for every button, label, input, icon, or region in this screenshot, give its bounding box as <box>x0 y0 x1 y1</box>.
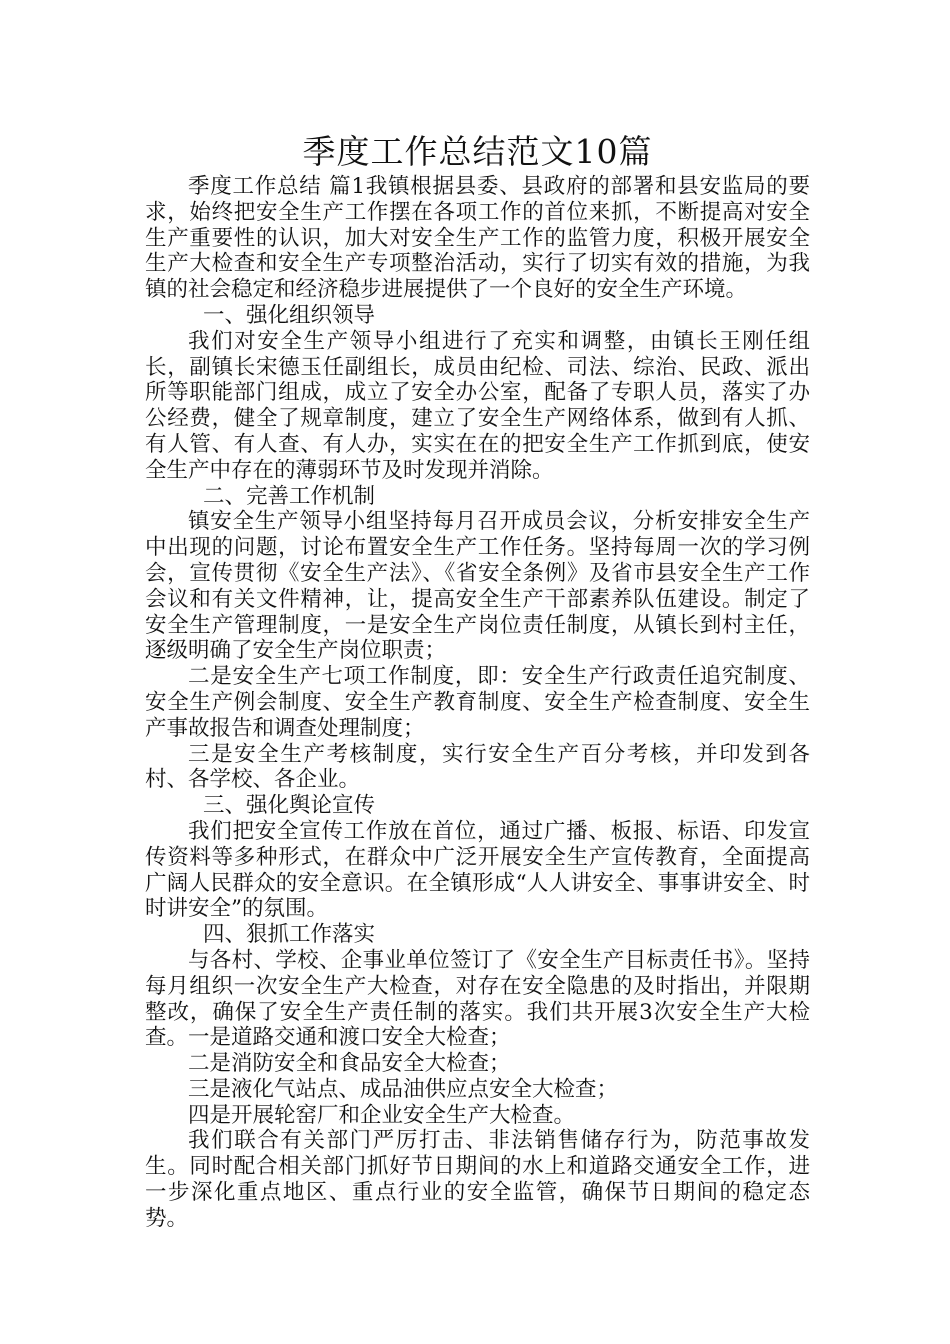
document-body <box>145 174 810 1232</box>
paragraph: 镇安全生产领导小组坚持每月召开成员会议，分析安排安全生产中出现的问题，讨论布置安全生产工作任务。坚持每周一次的学习例会，宣传贯彻《安全生产法》、《省安全条例》及省市县安全生产工作会议和有关文件精神，让，提高安全生产干部素养队伍建设。制定了安全生产管理制度，一是安全生产岗位责任制度，从镇长到村主任，逐级明确了安全生产岗位职责； <box>145 509 810 664</box>
paragraph: 我们对安全生产领导小组进行了充实和调整，由镇长王刚任组长，副镇长宋德玉任副组长，成员由纪检、司法、综治、民政、派出所等职能部门组成，成立了安全办公室，配备了专职人员，落实了办公经费，健全了规章制度，建立了安全生产网络体系，做到有人抓、有人管、有人查、有人办，实实在在的把安全生产工作抓到底，使安全生产中存在的薄弱环节及时发现并消除。 <box>145 328 810 483</box>
document-page <box>145 130 810 1232</box>
paragraph: 我们把安全宣传工作放在首位，通过广播、板报、标语、印发宣传资料等多种形式，在群众中广泛开展安全生产宣传教育，全面提高广阔人民群众的安全意识。在全镇形成“人人讲安全、事事讲安全、时时讲安全”的氛围。 <box>145 818 810 922</box>
paragraph: 三是液化气站点、成品油供应点安全大检查； <box>188 1076 619 1102</box>
section-heading: 四、狠抓工作落实 <box>203 922 376 948</box>
paragraph: 与各村、学校、企事业单位签订了《安全生产目标责任书》。坚持每月组织一次安全生产大检查，对存在安全隐患的及时指出，并限期整改，确保了安全生产责任制的落实。我们共开展3次安全生产大检查。一是道路交通和渡口安全大检查； <box>145 947 810 1051</box>
paragraph: 季度工作总结 篇1我镇根据县委、县政府的部署和县安监局的要求，始终把安全生产工作摆在各项工作的首位来抓，不断提高对安全生产重要性的认识，加大对安全生产工作的监管力度，积极开展安全生产大检查和安全生产专项整治活动，实行了切实有效的措施，为我镇的社会稳定和经济稳步进展提供了一个良好的安全生产环境。 <box>145 174 810 303</box>
section-heading: 二、完善工作机制 <box>203 483 376 509</box>
section-heading: 三、强化舆论宣传 <box>203 793 376 819</box>
paragraph: 二是安全生产七项工作制度，即：安全生产行政责任追究制度、安全生产例会制度、安全生产教育制度、安全生产检查制度、安全生产事故报告和调查处理制度； <box>145 664 810 741</box>
section-heading: 一、强化组织领导 <box>203 302 376 328</box>
paragraph: 我们联合有关部门严厉打击、非法销售储存行为，防范事故发生。同时配合相关部门抓好节日期间的水上和道路交通安全工作，进一步深化重点地区、重点行业的安全监管，确保节日期间的稳定态势。 <box>145 1128 810 1231</box>
paragraph: 三是安全生产考核制度，实行安全生产百分考核，并印发到各村、各学校、各企业。 <box>145 741 810 793</box>
paragraph: 二是消防安全和食品安全大检查； <box>188 1051 511 1077</box>
paragraph: 四是开展轮窑厂和企业安全生产大检查。 <box>188 1102 576 1128</box>
document-title: 季度工作总结范文10篇 <box>302 132 653 171</box>
